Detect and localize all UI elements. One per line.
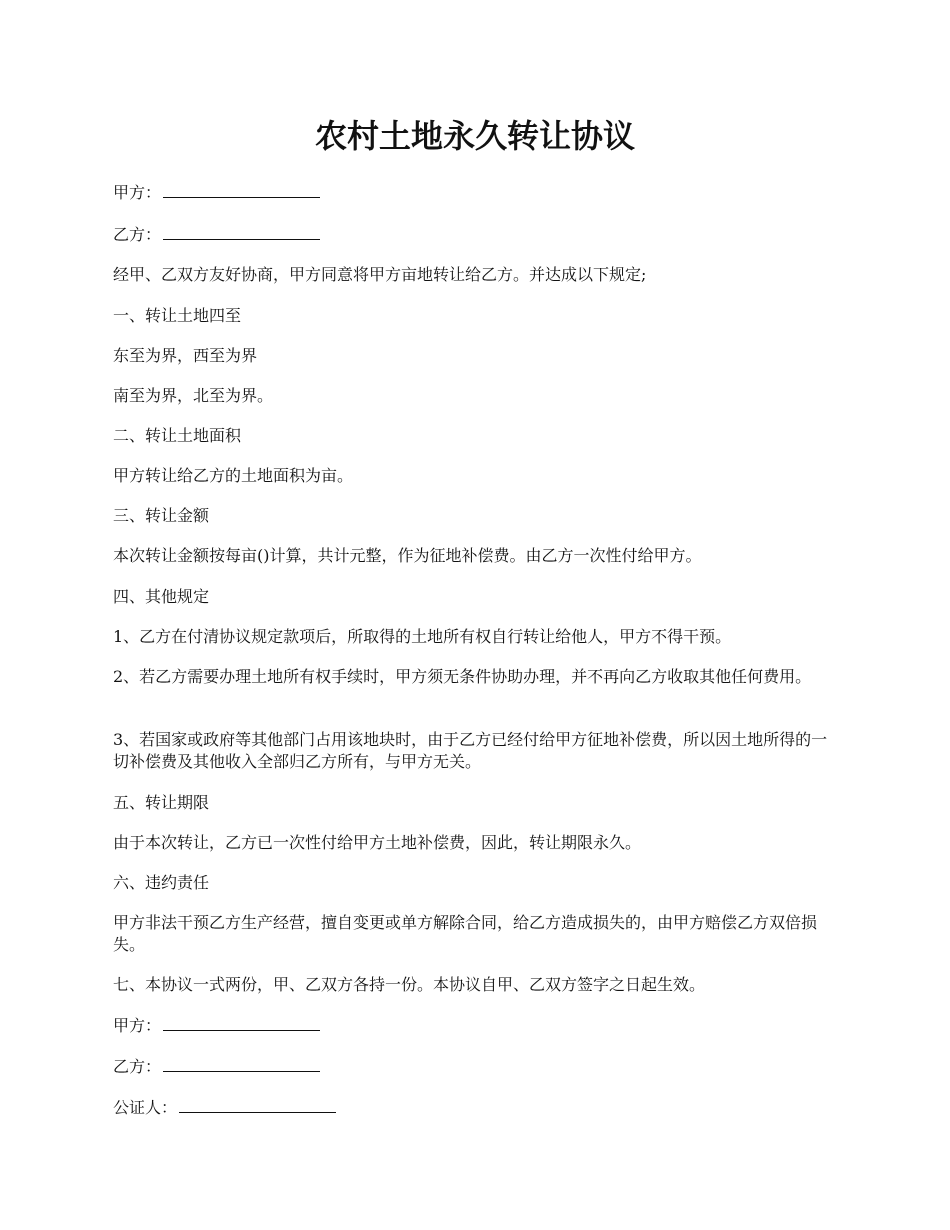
section-4-item-3: 3、若国家或政府等其他部门占用该地块时，由于乙方已经付给甲方征地补偿费，所以因土地所得的一切补偿费及其他收入全部归乙方所有，与甲方无关。: [113, 730, 828, 771]
signature-party-b-blank: [163, 1057, 320, 1072]
section-4-heading: 四、其他规定: [113, 587, 210, 606]
section-5-text: 由于本次转让，乙方已一次性付给甲方土地补偿费，因此，转让期限永久。: [113, 833, 642, 852]
section-1-heading: 一、转让土地四至: [113, 306, 242, 325]
signature-notary: [113, 1097, 843, 1119]
section-3-text: 本次转让金额按每亩()计算，共计元整，作为征地补偿费。由乙方一次性付给甲方。: [113, 546, 702, 565]
signature-party-b: [113, 1056, 843, 1078]
section-7-text: 七、本协议一式两份，甲、乙双方各持一份。本协议自甲、乙双方签字之日起生效。: [113, 975, 706, 994]
party-b-line: [113, 224, 843, 246]
party-b-label: 乙方：: [113, 225, 162, 244]
signature-notary-label: 公证人：: [113, 1098, 178, 1117]
document-title: 农村土地永久转让协议: [314, 117, 635, 155]
section-3-heading: 三、转让金额: [113, 506, 210, 525]
section-1-line-2: 南至为界，北至为界。: [113, 386, 274, 405]
party-b-blank: [163, 225, 320, 240]
signature-party-a: [113, 1015, 843, 1037]
party-a-line: [113, 182, 843, 204]
section-4-item-2: 2、若乙方需要办理土地所有权手续时，甲方须无条件协助办理，并不再向乙方收取其他任何费用。: [113, 667, 812, 686]
signature-party-a-label: 甲方：: [113, 1016, 162, 1035]
signature-party-a-blank: [163, 1016, 320, 1031]
signature-party-b-label: 乙方：: [113, 1057, 162, 1076]
section-2-text: 甲方转让给乙方的土地面积为亩。: [113, 466, 354, 485]
party-a-blank: [163, 183, 320, 198]
party-a-label: 甲方：: [113, 183, 162, 202]
intro-paragraph: 经甲、乙双方友好协商，甲方同意将甲方亩地转让给乙方。并达成以下规定;: [113, 265, 647, 284]
section-4-item-1: 1、乙方在付清协议规定款项后，所取得的土地所有权自行转让给他人，甲方不得干预。: [113, 627, 732, 646]
signature-notary-blank: [179, 1098, 336, 1113]
section-2-heading: 二、转让土地面积: [113, 426, 242, 445]
section-6-heading: 六、违约责任: [113, 873, 210, 892]
section-5-heading: 五、转让期限: [113, 793, 210, 812]
section-6-text: 甲方非法干预乙方生产经营，擅自变更或单方解除合同，给乙方造成损失的，由甲方赔偿乙方双倍损失。: [113, 913, 818, 954]
section-1-line-1: 东至为界，西至为界: [113, 346, 258, 365]
